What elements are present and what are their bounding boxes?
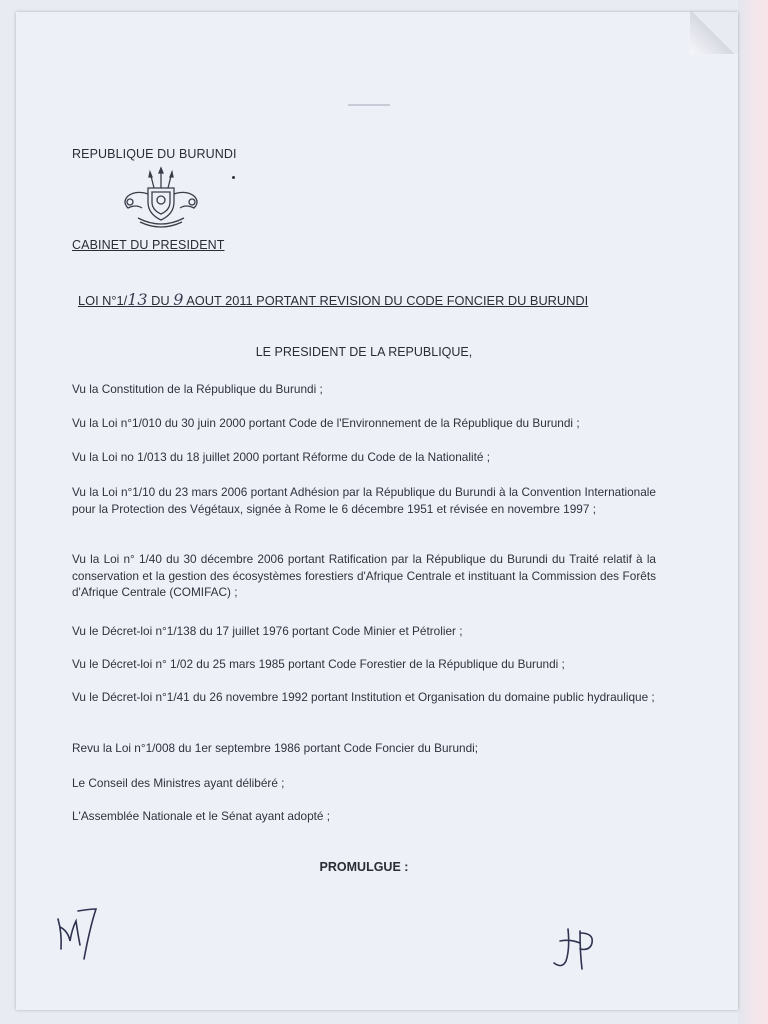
folded-corner — [690, 12, 738, 54]
burundi-coat-of-arms-icon — [118, 166, 204, 236]
law-title-rest: AOUT 2011 PORTANT REVISION DU CODE FONCIER DU BURUNDI — [183, 293, 589, 308]
paragraph-loi-environnement: Vu la Loi n°1/010 du 30 juin 2000 portant Code de l'Environnement de la République du Burundi ; — [72, 416, 580, 430]
handwritten-day: 9 — [173, 290, 184, 309]
scan-background-edge — [738, 0, 768, 1024]
paragraph-constitution: Vu la Constitution de la République du Burundi ; — [72, 382, 323, 396]
law-title-du: DU — [147, 293, 174, 308]
law-title — [78, 290, 658, 309]
paragraph-code-forestier: Vu le Décret-loi n° 1/02 du 25 mars 1985 portant Code Forestier de la République du Burundi ; — [72, 657, 565, 671]
president-line: LE PRESIDENT DE LA REPUBLIQUE, — [255, 345, 473, 359]
ink-dot — [232, 176, 235, 179]
paragraph-code-foncier: Revu la Loi n°1/008 du 1er septembre 1986 portant Code Foncier du Burundi; — [72, 741, 479, 755]
republic-heading: REPUBLIQUE DU BURUNDI — [72, 147, 237, 161]
paragraph-domaine-hydraulique: Vu le Décret-loi n°1/41 du 26 novembre 1992 portant Institution et Organisation du domaine public hydraulique ; — [72, 690, 655, 704]
scan-smudge — [348, 104, 390, 106]
paragraph-loi-vegetaux: Vu la Loi n°1/10 du 23 mars 2006 portant Adhésion par la République du Burundi à la Convention Internationale pour la Protection des Végétaux, signée à Rome le 6 décembre 1951 et révisée en novembre 1997 ; — [72, 485, 656, 516]
law-title-prefix: LOI N°1/ — [78, 293, 128, 308]
handwritten-initials-right — [550, 925, 600, 973]
paragraph-code-minier: Vu le Décret-loi n°1/138 du 17 juillet 1976 portant Code Minier et Pétrolier ; — [72, 624, 463, 638]
paragraph-conseil-ministres: Le Conseil des Ministres ayant délibéré ; — [72, 776, 285, 790]
paragraph-loi-nationalite: Vu la Loi no 1/013 du 18 juillet 2000 portant Réforme du Code de la Nationalité ; — [72, 450, 490, 464]
paragraph-loi-comifac: Vu la Loi n° 1/40 du 30 décembre 2006 portant Ratification par la République du Burundi du Traité relatif à la conservation et la gestion des écosystèmes forestiers d'Afrique Centrale et instituant la Commission des Forêts d'Afrique Centrale (COMIFAC) ; — [72, 552, 656, 599]
handwritten-law-number: 13 — [127, 290, 148, 309]
cabinet-heading: CABINET DU PRESIDENT — [72, 238, 225, 252]
paragraph-assemblee-senat: L'Assemblée Nationale et le Sénat ayant adopté ; — [72, 809, 331, 823]
handwritten-initials-left — [52, 905, 102, 963]
promulgue-heading: PROMULGUE : — [319, 860, 409, 874]
